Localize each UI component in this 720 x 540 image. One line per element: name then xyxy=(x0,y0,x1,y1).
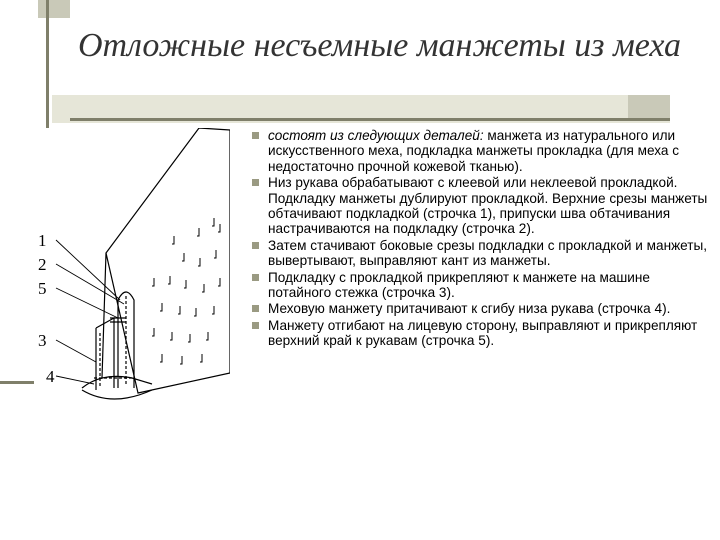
cuff-diagram xyxy=(34,128,230,410)
bullet-item xyxy=(252,128,712,174)
slide-title: Отложные несъемные манжеты из меха xyxy=(78,27,682,64)
figure-label-5: 5 xyxy=(38,279,47,298)
decor-title-square xyxy=(628,95,670,118)
figure-label-2: 2 xyxy=(38,255,47,274)
bullet-square-icon xyxy=(252,274,259,281)
bullet-item xyxy=(252,318,712,349)
bullet-item xyxy=(252,301,712,316)
decor-title-underline xyxy=(70,118,670,121)
bullet-square-icon xyxy=(252,132,259,139)
bullet-square-icon xyxy=(252,322,259,329)
figure-label-4: 4 xyxy=(46,367,55,386)
bullet-item xyxy=(252,175,712,237)
bullet-square-icon xyxy=(252,179,259,186)
bullet-text: манжета из натурального или искусственного меха, подкладка манжеты прокладка (для меха с недостаточно прочной кожевой тканью). xyxy=(268,128,680,174)
bullet-list xyxy=(252,128,712,350)
bullet-square-icon xyxy=(252,242,259,249)
figure-label-3: 3 xyxy=(38,331,47,350)
bullet-text: Затем стачивают боковые срезы подкладки с прокладкой и манжеты, вывертывают, выправляют кант из манжеты. xyxy=(268,237,708,269)
bullet-item xyxy=(252,238,712,269)
bullet-square-icon xyxy=(252,305,259,312)
bullet-text: Подкладку с прокладкой прикрепляют к манжете на машине потайного стежка (строчка 3). xyxy=(268,269,650,301)
bullet-text: Меховую манжету притачивают к сгибу низа рукава (строчка 4). xyxy=(268,301,671,317)
bullet-text: Манжету отгибают на лицевую сторону, выправляют и прикрепляют верхний край к рукавам (строчка 5). xyxy=(268,317,698,349)
decor-square-top xyxy=(38,0,70,18)
bullet-item xyxy=(252,270,712,301)
bullet-lead: состоят из следующих деталей: xyxy=(268,128,484,143)
figure-label-1: 1 xyxy=(38,231,47,250)
bullet-text: Низ рукава обрабатывают с клеевой или неклеевой прокладкой. Подкладку манжеты дублируют прокладкой. Верхние срезы манжеты обтачивают подкладкой (строчка 1), припуски шва обтачивания настрачиваются на подкладку (строчка 2). xyxy=(268,175,708,237)
decor-horizontal-line xyxy=(0,381,38,384)
